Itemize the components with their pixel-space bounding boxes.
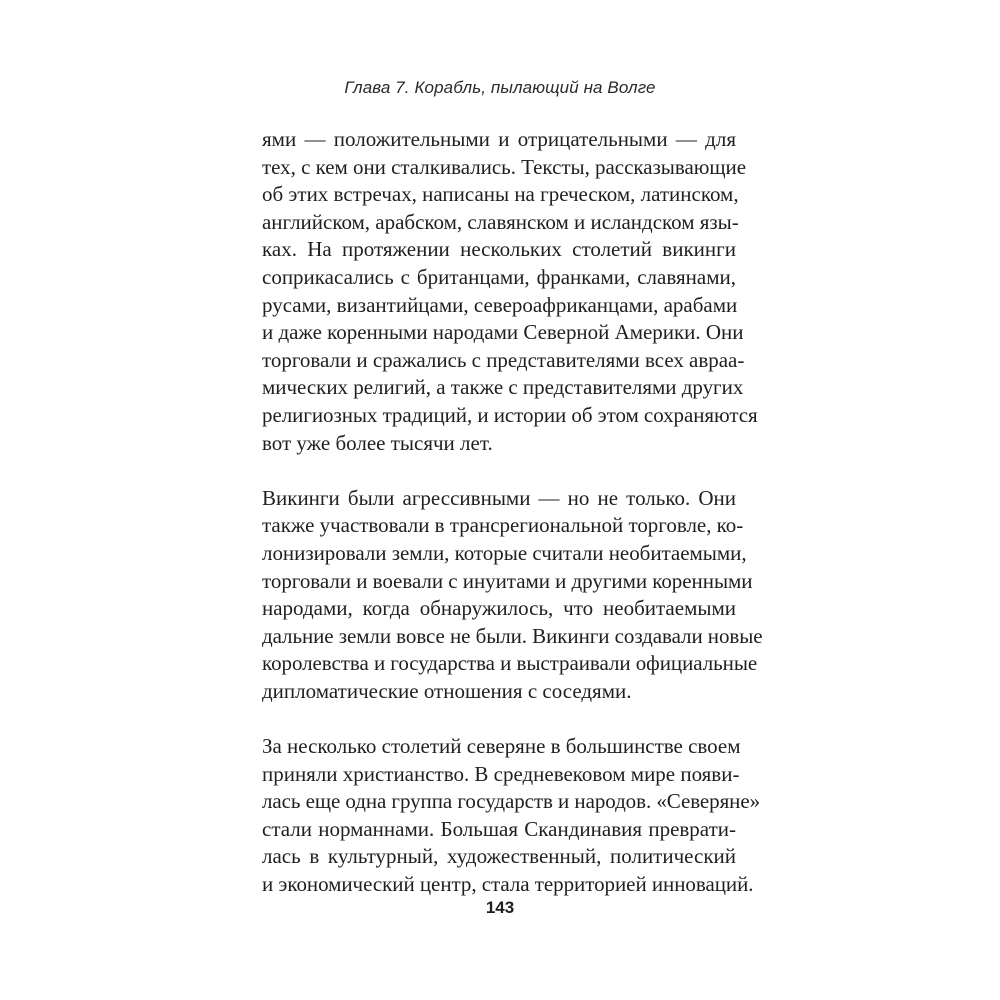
text-line: об этих встречах, написаны на греческом, латинском, [262, 182, 739, 207]
text-line: торговали и сражались с представителями всех авраа- [262, 347, 745, 372]
body-text [262, 126, 763, 899]
text-line: ями — положительными и отрицательными — для [262, 127, 736, 151]
text-line: соприкасались с британцами, франками, славянами, [262, 264, 736, 289]
text-line: дальние земли вовсе не были. Викинги создавали новые [262, 623, 763, 648]
text-line: русами, византийцами, североафриканцами, арабами [262, 292, 738, 317]
text-line: лась в культурный, художественный, политический [262, 844, 736, 869]
text-line: вот уже более тысячи лет. [262, 430, 493, 455]
page-number: 143 [485, 898, 515, 917]
paragraph-1 [262, 126, 758, 457]
text-line: королевства и государства и выстраивали официальные [262, 651, 758, 676]
text-line: Викинги были агрессивными — но не только. Они [262, 485, 736, 510]
text-line: и экономический центр, стала территорией инноваций. [262, 872, 754, 897]
text-line: и даже коренными народами Северной Америки. Они [262, 320, 744, 345]
text-line: стали норманнами. Большая Скандинавия преврати- [262, 816, 736, 841]
text-line: народами, когда обнаружилось, что необитаемыми [262, 596, 736, 621]
text-line: английском, арабском, славянском и исландском язы- [262, 209, 739, 234]
text-line: лонизировали земли, которые считали необитаемыми, [262, 540, 747, 565]
text-line: ках. На протяжении нескольких столетий викинги [262, 237, 736, 262]
text-line: дипломатические отношения с соседями. [262, 678, 632, 703]
text-line: религиозных традиций, и истории об этом сохраняются [262, 402, 758, 427]
text-line: тех, с кем они сталкивались. Тексты, рассказывающие [262, 154, 747, 179]
paragraph-3 [262, 733, 761, 899]
paragraph-2 [262, 485, 763, 706]
text-line: торговали и воевали с инуитами и другими коренными [262, 568, 753, 593]
text-line: За несколько столетий северяне в большинстве своем [262, 734, 741, 759]
text-line: также участвовали в трансрегиональной торговле, ко- [262, 513, 744, 538]
text-line: лась еще одна группа государств и народов. «Северяне» [262, 789, 761, 814]
text-line: мических религий, а также с представителями других [262, 375, 744, 400]
running-head: Глава 7. Корабль, пылающий на Волге [344, 78, 656, 97]
text-line: приняли христианство. В средневековом мире появи- [262, 761, 740, 786]
